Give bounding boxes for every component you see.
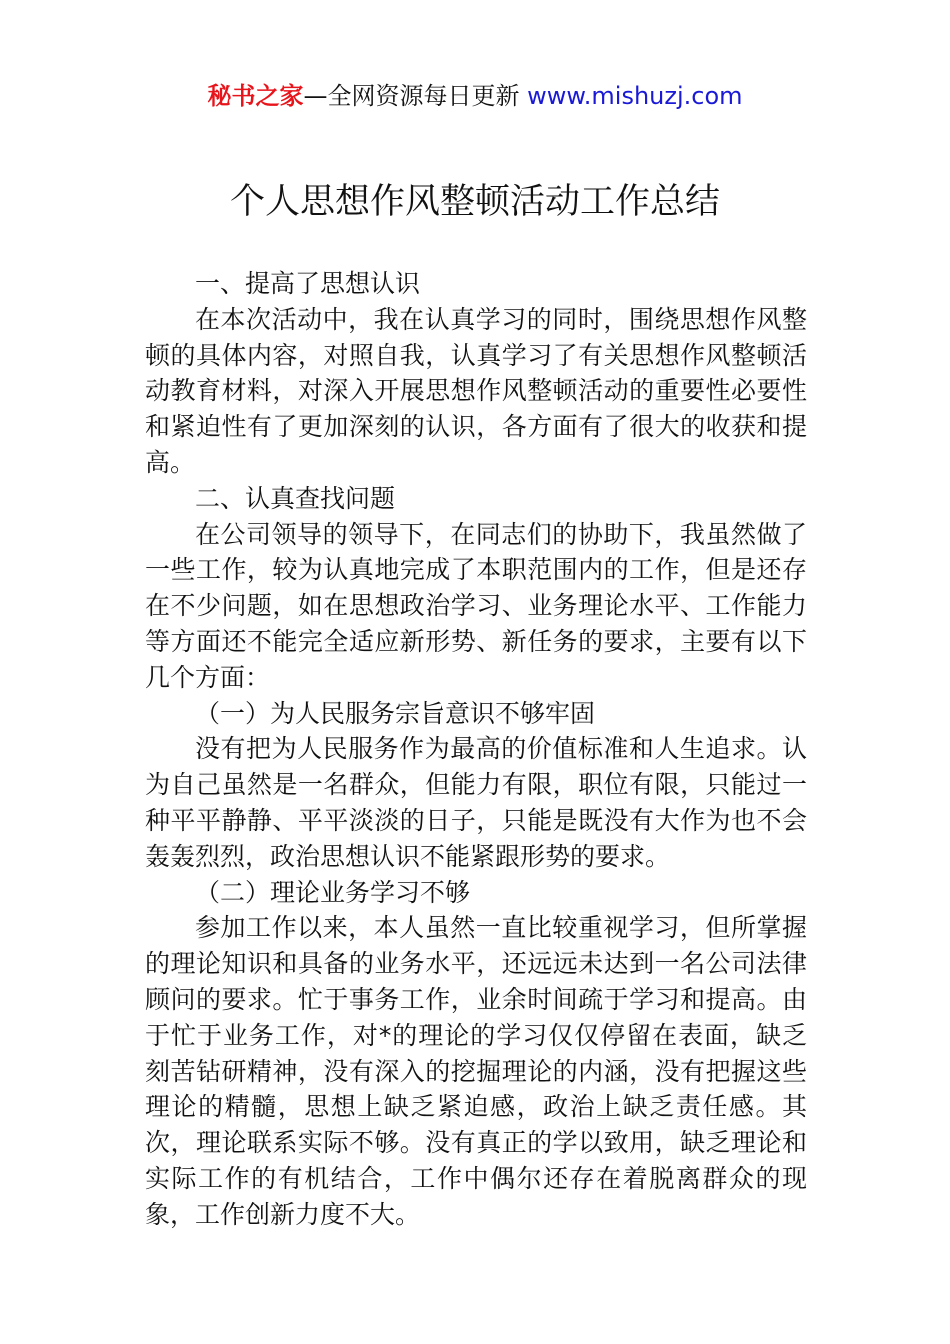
section-paragraph: 在本次活动中，我在认真学习的同时，围绕思想作风整顿的具体内容，对照自我，认真学习了有关思想作风整顿活动教育材料，对深入开展思想作风整顿活动的重要性必要性和紧迫性有了更加深刻的认识，各方面有了很大的收获和提高。: [145, 304, 807, 477]
header-tagline: —全网资源每日更新: [303, 82, 520, 110]
document-body: [145, 266, 807, 1233]
section-paragraph: 没有把为人民服务作为最高的价值标准和人生追求。认为自己虽然是一名群众，但能力有限，职位有限，只能过一种平平静静、平平淡淡的日子，只能是既没有大作为也不会轰轰烈烈，政治思想认识不能紧跟形势的要求。: [145, 734, 807, 871]
section-paragraph: 参加工作以来，本人虽然一直比较重视学习，但所掌握的理论知识和具备的业务水平，还远远未达到一名公司法律顾问的要求。忙于事务工作，业余时间疏于学习和提高。由于忙于业务工作，对*的理论的学习仅仅停留在表面，缺乏刻苦钻研精神，没有深入的挖掘理论的内涵，没有把握这些理论的精髓，思想上缺乏紧迫感，政治上缺乏责任感。其次，理论联系实际不够。没有真正的学以致用，缺乏理论和实际工作的有机结合，工作中偶尔还存在着脱离群众的现象，工作创新力度不大。: [145, 913, 807, 1229]
site-url-link[interactable]: www.mishuzj.com: [527, 82, 743, 110]
section-heading: 二、认真查找问题: [195, 483, 396, 513]
subsection-heading: （二）理论业务学习不够: [195, 877, 471, 907]
document-title: 个人思想作风整顿活动工作总结: [229, 182, 720, 222]
section-paragraph: 在公司领导的领导下，在同志们的协助下，我虽然做了一些工作，较为认真地完成了本职范围内的工作，但是还存在不少问题，如在思想政治学习、业务理论水平、工作能力等方面还不能完全适应新形势、新任务的要求，主要有以下几个方面：: [145, 519, 807, 692]
section-heading: 一、提高了思想认识: [195, 269, 421, 298]
subsection-heading: （一）为人民服务宗旨意识不够牢固: [195, 698, 596, 728]
site-header: [0, 80, 950, 112]
brand-name: 秘书之家: [207, 82, 304, 110]
